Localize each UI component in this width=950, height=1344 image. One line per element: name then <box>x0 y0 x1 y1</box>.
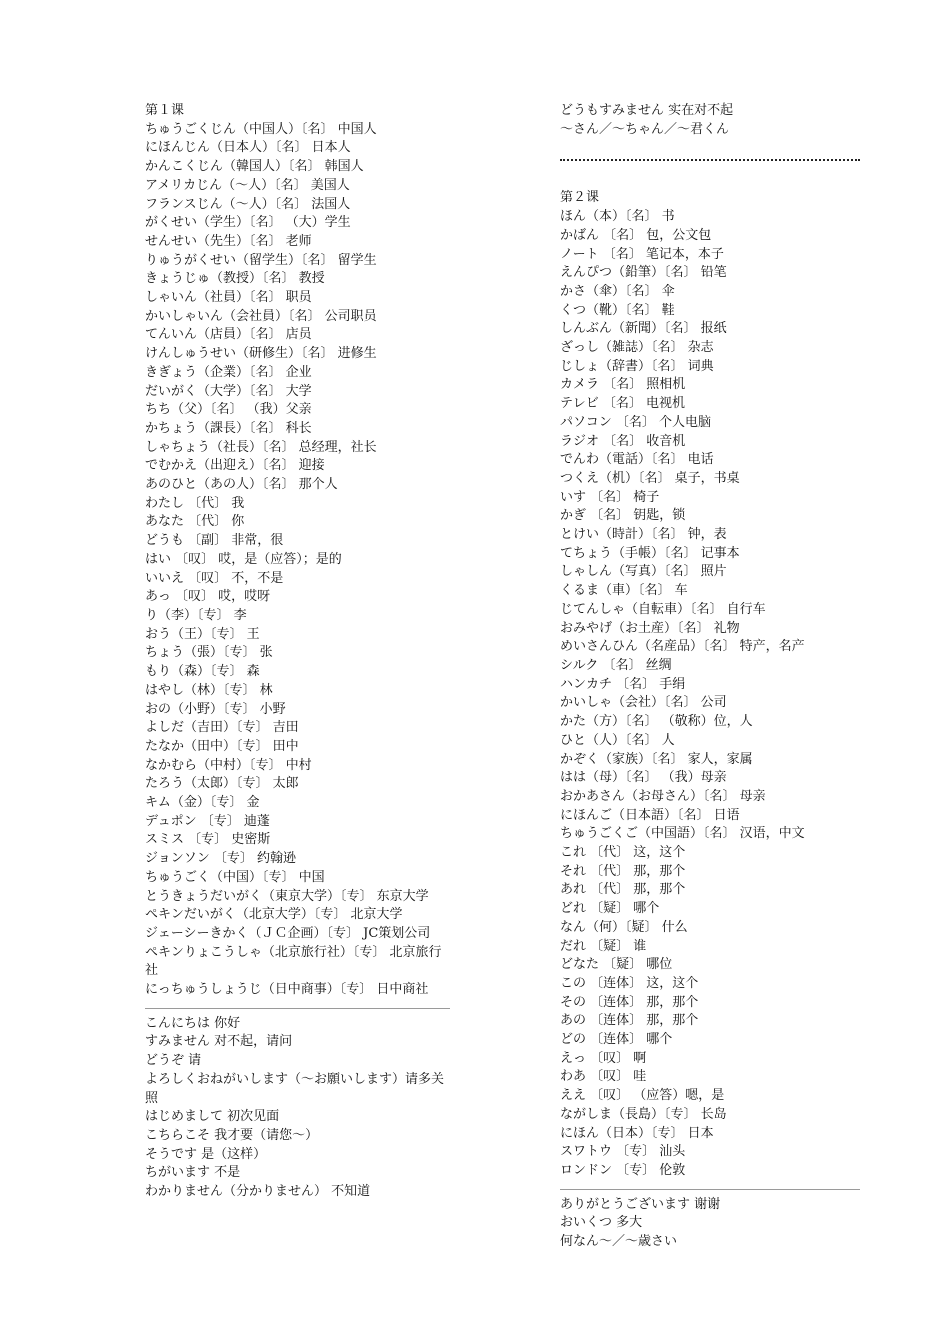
vocab-item: わあ 〔叹〕 哇 <box>560 1069 647 1085</box>
vocab-item: なん（何）〔疑〕 什么 <box>560 919 688 935</box>
vocab-item: よしだ（吉田）〔专〕 吉田 <box>145 720 299 736</box>
vocab-item: おの（小野）〔专〕 小野 <box>145 701 286 717</box>
lesson-2-phrase-list <box>560 1196 860 1252</box>
vocab-item: カメラ 〔名〕 照相机 <box>560 377 686 393</box>
vocab-item: せんせい（先生）〔名〕 老师 <box>145 233 312 249</box>
phrase-item: そうです 是（这样） <box>145 1146 267 1162</box>
vocab-item: どれ 〔疑〕 哪个 <box>560 901 660 917</box>
vocab-item: ペキンりょこうしゃ（北京旅行社）〔专〕 北京旅行社 <box>145 944 442 979</box>
vocab-item: じしょ（辞書）〔名〕 词典 <box>560 358 714 374</box>
vocab-item: なかむら（中村）〔专〕 中村 <box>145 757 312 773</box>
lesson-separator <box>560 159 860 161</box>
vocab-item: てちょう（手帳）〔名〕 记事本 <box>560 545 740 561</box>
vocab-item: てんいん（店員）〔名〕 店员 <box>145 327 312 343</box>
vocab-item: たろう（太郎）〔专〕 太郎 <box>145 776 299 792</box>
lesson-1-phrase-continued <box>560 102 860 139</box>
vocab-item: フランスじん（～人）〔名〕 法国人 <box>145 196 351 212</box>
vocab-item: でむかえ（出迎え）〔名〕 迎接 <box>145 458 325 474</box>
vocab-item: ええ 〔叹〕 （应答）嗯，是 <box>560 1088 725 1104</box>
vocab-item: パソコン 〔名〕 个人电脑 <box>560 414 712 430</box>
phrase-item: わかりません（分かりません） 不知道 <box>145 1184 371 1200</box>
vocab-item: かんこくじん（韓国人）〔名〕 韩国人 <box>145 159 364 175</box>
vocab-item: にっちゅうしょうじ（日中商事）〔专〕 日中商社 <box>145 982 429 998</box>
phrase-item: こんにちは 你好 <box>145 1015 241 1031</box>
vocab-item: くるま（車）〔名〕 车 <box>560 583 688 599</box>
phrase-item: はじめまして 初次见面 <box>145 1109 280 1125</box>
vocab-item: ちゅうごくご（中国語）〔名〕 汉语，中文 <box>560 826 805 842</box>
section-divider <box>560 1189 860 1190</box>
vocab-item: テレビ 〔名〕 电视机 <box>560 396 686 412</box>
vocab-item: くつ（靴）〔名〕 鞋 <box>560 302 675 318</box>
vocab-item: ロンドン 〔专〕 伦敦 <box>560 1162 686 1178</box>
vocab-item: ジェーシーきかく（ＪＣ企画）〔专〕 JC策划公司 <box>145 925 431 941</box>
vocab-item: この 〔连体〕 这，这个 <box>560 975 699 991</box>
vocab-item: がくせい（学生）〔名〕 （大）学生 <box>145 215 351 231</box>
vocab-item: あなた 〔代〕 你 <box>145 514 245 530</box>
vocab-item: きょうじゅ（教授）〔名〕 教授 <box>145 271 325 287</box>
vocab-item: ちゅうごく（中国）〔专〕 中国 <box>145 869 325 885</box>
lesson-2-vocab-list <box>560 208 860 1181</box>
vocab-item: りゅうがくせい（留学生）〔名〕 留学生 <box>145 252 377 268</box>
vocab-item: その 〔连体〕 那，那个 <box>560 994 699 1010</box>
phrase-item: すみません 对不起，请问 <box>145 1034 293 1050</box>
vocab-item: ひと（人）〔名〕 人 <box>560 732 675 748</box>
vocab-item: いいえ 〔叹〕 不，不是 <box>145 570 284 586</box>
vocab-item: かぞく（家族）〔名〕 家人，家属 <box>560 751 753 767</box>
vocab-item: にほんご（日本語）〔名〕 日语 <box>560 807 740 823</box>
vocab-item: デュポン 〔专〕 迪蓬 <box>145 813 270 829</box>
vocab-item: けんしゅうせい（研修生）〔名〕 进修生 <box>145 346 377 362</box>
vocab-item: きぎょう（企業）〔名〕 企业 <box>145 364 312 380</box>
vocab-item: ジョンソン 〔专〕 约翰逊 <box>145 851 297 867</box>
lesson-1-title: 第１课 <box>145 103 185 118</box>
vocab-item: シルク 〔名〕 丝绸 <box>560 657 672 673</box>
vocab-item: り（李）〔专〕 李 <box>145 607 247 623</box>
phrase-item: よろしくおねがいします（～お願いします）请多关照 <box>145 1071 445 1106</box>
vocab-item: でんわ（電話）〔名〕 电话 <box>560 452 714 468</box>
vocab-item: おみやげ（お土産）〔名〕 礼物 <box>560 620 740 636</box>
vocab-item: かちょう（課長）〔名〕 科长 <box>145 420 312 436</box>
vocab-item: あの 〔连体〕 那，那个 <box>560 1013 699 1029</box>
vocab-item: アメリカじん（～人）〔名〕 美国人 <box>145 177 350 193</box>
vocab-item: ペキンだいがく（北京大学）〔专〕 北京大学 <box>145 907 403 923</box>
vocab-item: つくえ（机）〔名〕 桌子，书桌 <box>560 470 740 486</box>
vocab-item: あのひと（あの人）〔名〕 那个人 <box>145 477 338 493</box>
vocab-item: ちち（父）〔名〕 （我）父亲 <box>145 402 312 418</box>
vocab-item: キム（金）〔专〕 金 <box>145 795 260 811</box>
lesson-1-phrase-list <box>145 1015 450 1202</box>
vocab-item: ハンカチ 〔名〕 手绢 <box>560 676 686 692</box>
vocab-item: たなか（田中）〔专〕 田中 <box>145 738 299 754</box>
vocab-item: とうきょうだいがく（東京大学）〔专〕 东京大学 <box>145 888 429 904</box>
vocab-item: かた（方）〔名〕 （敬称）位，人 <box>560 714 753 730</box>
lesson-1-vocab-list <box>145 121 450 1000</box>
phrase-item: おいくつ 多大 <box>560 1215 643 1231</box>
vocab-item: かいしゃいん（会社員）〔名〕 公司职员 <box>145 308 377 324</box>
vocab-item: とけい（時計）〔名〕 钟，表 <box>560 527 727 543</box>
vocab-item: かさ（傘）〔名〕 伞 <box>560 283 675 299</box>
vocab-item: しゃいん（社員）〔名〕 职员 <box>145 290 312 306</box>
vocab-item: どなた 〔疑〕 哪位 <box>560 957 673 973</box>
vocab-item: にほん（日本）〔专〕 日本 <box>560 1125 714 1141</box>
lesson-2-title: 第２课 <box>560 190 600 206</box>
vocab-item: はは（母）〔名〕 （我）母亲 <box>560 770 727 786</box>
vocab-item: はやし（林）〔专〕 林 <box>145 682 273 698</box>
vocab-item: どうも 〔副〕 非常，很 <box>145 533 284 549</box>
vocab-item: どの 〔连体〕 哪个 <box>560 1032 673 1048</box>
vocab-item: にほんじん（日本人）〔名〕 日本人 <box>145 140 351 156</box>
vocab-item: わたし 〔代〕 我 <box>145 495 245 511</box>
right-column <box>560 102 860 1252</box>
vocab-item: ノート 〔名〕 笔记本，本子 <box>560 246 724 262</box>
vocab-item: かばん 〔名〕 包，公文包 <box>560 227 712 243</box>
vocab-item: しゃちょう（社長）〔名〕 总经理，社长 <box>145 439 377 455</box>
vocab-item: だいがく（大学）〔名〕 大学 <box>145 383 312 399</box>
vocab-item: おう（王）〔专〕 王 <box>145 626 260 642</box>
vocab-item: これ 〔代〕 这，这个 <box>560 845 686 861</box>
left-column <box>145 102 450 1202</box>
vocab-item: えんぴつ（鉛筆）〔名〕 铅笔 <box>560 265 727 281</box>
section-divider <box>145 1008 450 1009</box>
phrase-item: ～さん／～ちゃん／～君くん <box>560 121 730 137</box>
vocab-item: だれ 〔疑〕 谁 <box>560 938 647 954</box>
vocab-item: はい 〔叹〕 哎，是（应答）；是的 <box>145 551 342 567</box>
vocab-item: おかあさん（お母さん）〔名〕 母亲 <box>560 788 766 804</box>
vocab-item: かいしゃ（会社）〔名〕 公司 <box>560 695 727 711</box>
vocab-item: えっ 〔叹〕 啊 <box>560 1050 647 1066</box>
vocab-item: あっ 〔叹〕 哎，哎呀 <box>145 589 271 605</box>
vocab-item: じてんしゃ（自転車）〔名〕 自行车 <box>560 601 766 617</box>
vocab-item: しんぶん（新聞）〔名〕 报纸 <box>560 321 727 337</box>
vocab-item: かぎ 〔名〕 钥匙，锁 <box>560 508 686 524</box>
vocab-item: ちょう（張）〔专〕 张 <box>145 645 273 661</box>
vocab-item: ちゅうごくじん（中国人）〔名〕 中国人 <box>145 121 377 137</box>
vocab-item: それ 〔代〕 那，那个 <box>560 863 686 879</box>
vocab-item: いす 〔名〕 椅子 <box>560 489 660 505</box>
vocab-item: スワトウ 〔专〕 汕头 <box>560 1144 686 1160</box>
phrase-item: 何なん～／～歳さい <box>560 1234 678 1250</box>
phrase-item: ありがとうございます 谢谢 <box>560 1196 721 1212</box>
vocab-item: めいさんひん（名産品）〔名〕 特产，名产 <box>560 639 805 655</box>
vocab-item: あれ 〔代〕 那，那个 <box>560 882 686 898</box>
phrase-item: どうもすみません 实在对不起 <box>560 103 734 118</box>
vocab-item: ざっし（雑誌）〔名〕 杂志 <box>560 340 714 356</box>
vocab-item: ほん（本）〔名〕 书 <box>560 209 675 225</box>
vocab-item: スミス 〔专〕 史密斯 <box>145 832 271 848</box>
vocab-item: ながしま（長島）〔专〕 长岛 <box>560 1106 727 1122</box>
vocab-item: ラジオ 〔名〕 收音机 <box>560 433 686 449</box>
vocab-item: もり（森）〔专〕 森 <box>145 664 260 680</box>
phrase-item: ちがいます 不是 <box>145 1165 241 1181</box>
phrase-item: どうぞ 请 <box>145 1053 202 1069</box>
vocab-item: しゃしん（写真）〔名〕 照片 <box>560 564 727 580</box>
phrase-item: こちらこそ 我才要（请您～） <box>145 1127 319 1143</box>
